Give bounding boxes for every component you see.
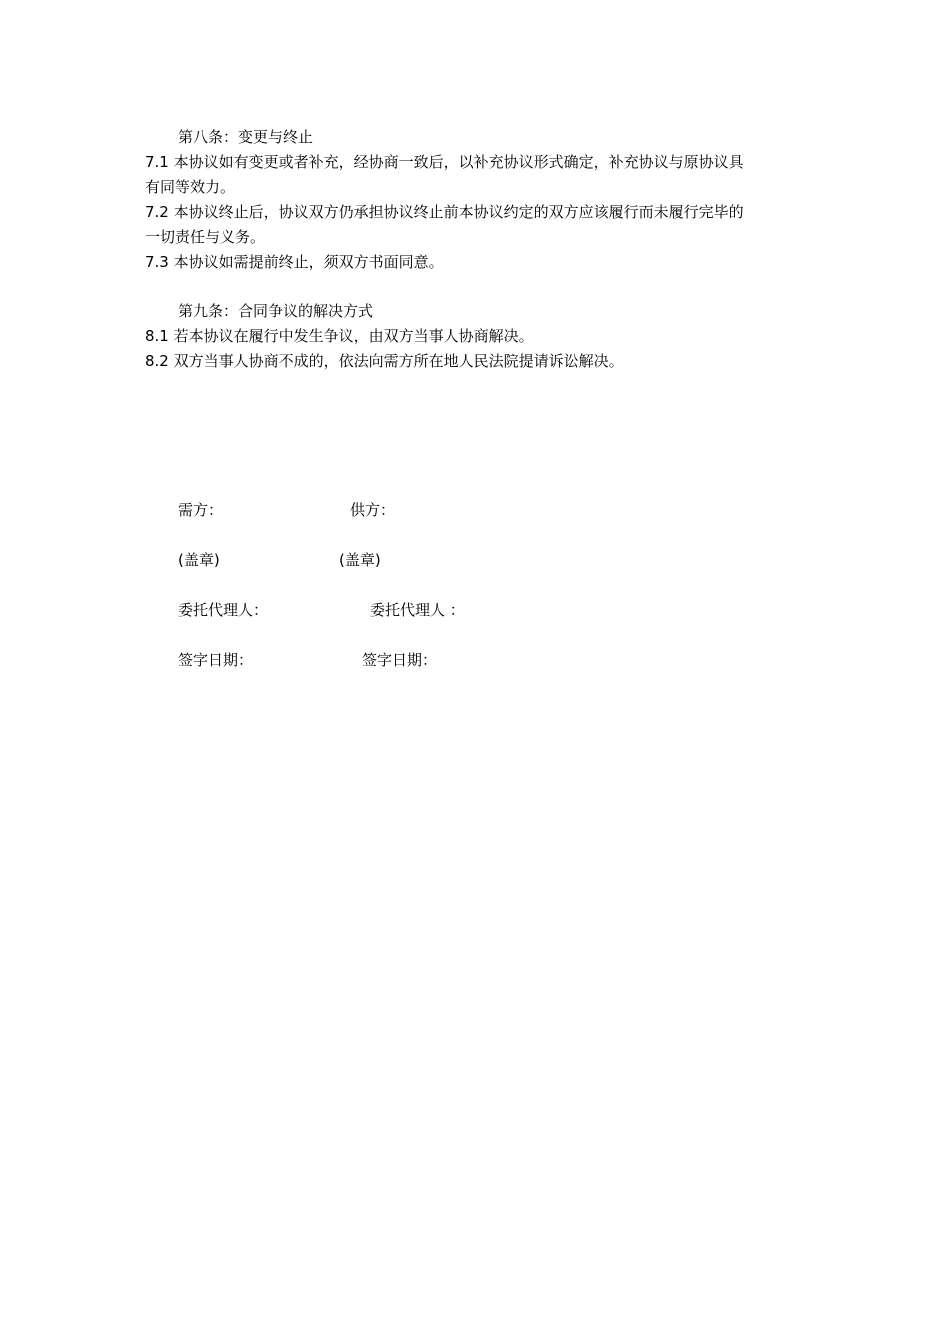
- clause-7-2-line1: 7.2 本协议终止后，协议双方仍承担协议终止前本协议约定的双方应该履行而未履行完毕的: [145, 203, 744, 221]
- supplier-seal: (盖章): [339, 551, 381, 569]
- article8-heading: 第八条：变更与终止: [178, 128, 314, 146]
- article9-heading: 第九条：合同争议的解决方式: [178, 302, 374, 320]
- clause-8-1: 8.1 若本协议在履行中发生争议，由双方当事人协商解决。: [145, 327, 534, 345]
- supplier-date-label: 签字日期：: [362, 651, 438, 669]
- supplier-agent-label: 委托代理人 ：: [370, 601, 465, 619]
- supplier-label: 供方：: [350, 501, 396, 519]
- buyer-agent-label: 委托代理人：: [178, 601, 269, 619]
- clause-7-2-line2: 一切责任与义务。: [145, 228, 266, 246]
- buyer-seal: (盖章): [178, 551, 220, 569]
- clause-8-2: 8.2 双方当事人协商不成的，依法向需方所在地人民法院提请诉讼解决。: [145, 352, 624, 370]
- buyer-date-label: 签字日期：: [178, 651, 254, 669]
- clause-7-3: 7.3 本协议如需提前终止，须双方书面同意。: [145, 253, 444, 271]
- buyer-label: 需方：: [178, 501, 224, 519]
- clause-7-1-line1: 7.1 本协议如有变更或者补充，经协商一致后，以补充协议形式确定，补充协议与原协议具: [145, 153, 744, 171]
- clause-7-1-line2: 有同等效力。: [145, 178, 236, 196]
